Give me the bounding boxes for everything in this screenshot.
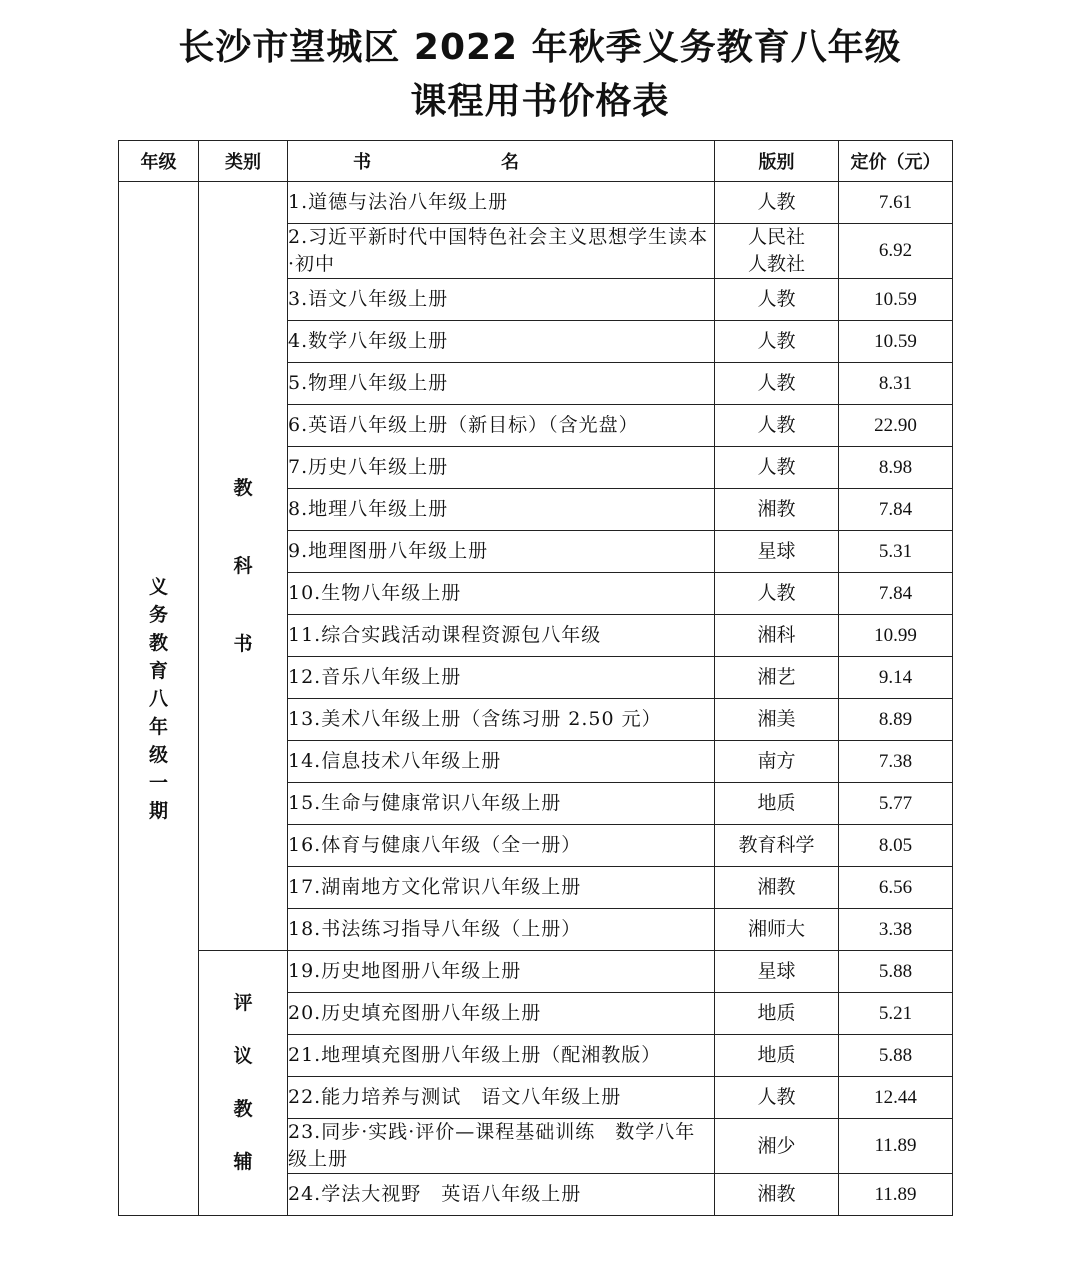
book-name-cell: 20.历史填充图册八年级上册 xyxy=(288,993,715,1035)
book-name-cell: 19.历史地图册八年级上册 xyxy=(288,951,715,993)
header-price: 定价（元） xyxy=(839,141,953,182)
edition-cell: 地质 xyxy=(715,1035,839,1077)
book-name-cell: 23.同步·实践·评价—课程基础训练 数学八年级上册 xyxy=(288,1119,715,1174)
price-cell: 5.88 xyxy=(839,951,953,993)
edition-cell: 湘师大 xyxy=(715,909,839,951)
edition-cell: 湘教 xyxy=(715,867,839,909)
grade-label: 义务教育八年级一期 xyxy=(148,575,168,822)
category-auxiliary-label: 评议教辅 xyxy=(233,992,253,1173)
price-cell: 5.77 xyxy=(839,783,953,825)
book-name-cell: 22.能力培养与测试 语文八年级上册 xyxy=(288,1077,715,1119)
edition-cell: 人教 xyxy=(715,447,839,489)
price-cell: 10.99 xyxy=(839,615,953,657)
edition-cell: 人教 xyxy=(715,321,839,363)
edition-cell: 湘美 xyxy=(715,699,839,741)
book-name-cell: 4.数学八年级上册 xyxy=(288,321,715,363)
table-row xyxy=(119,951,953,993)
category-auxiliary-cell xyxy=(199,951,288,1216)
price-cell: 7.84 xyxy=(839,573,953,615)
edition-cell: 湘艺 xyxy=(715,657,839,699)
book-name-cell: 17.湖南地方文化常识八年级上册 xyxy=(288,867,715,909)
edition-cell: 人教 xyxy=(715,182,839,224)
grade-cell xyxy=(119,182,199,1216)
table-row xyxy=(119,182,953,224)
book-name-cell: 5.物理八年级上册 xyxy=(288,363,715,405)
price-cell: 8.31 xyxy=(839,363,953,405)
edition-cell: 南方 xyxy=(715,741,839,783)
price-cell: 8.05 xyxy=(839,825,953,867)
price-cell: 3.38 xyxy=(839,909,953,951)
edition-cell: 人教 xyxy=(715,279,839,321)
price-cell: 12.44 xyxy=(839,1077,953,1119)
price-cell: 22.90 xyxy=(839,405,953,447)
book-name-cell: 21.地理填充图册八年级上册（配湘教版） xyxy=(288,1035,715,1077)
book-name-cell: 12.音乐八年级上册 xyxy=(288,657,715,699)
book-name-cell: 6.英语八年级上册（新目标）（含光盘） xyxy=(288,405,715,447)
page-subtitle: 课程用书价格表 xyxy=(410,81,670,122)
header-edition: 版别 xyxy=(715,141,839,182)
table-header-row xyxy=(119,141,953,182)
price-cell: 11.89 xyxy=(839,1174,953,1216)
edition-cell: 人教 xyxy=(715,1077,839,1119)
book-name-cell: 14.信息技术八年级上册 xyxy=(288,741,715,783)
book-name-cell: 7.历史八年级上册 xyxy=(288,447,715,489)
price-cell: 8.89 xyxy=(839,699,953,741)
book-name-cell: 1.道德与法治八年级上册 xyxy=(288,182,715,224)
price-cell: 5.21 xyxy=(839,993,953,1035)
book-name-cell: 3.语文八年级上册 xyxy=(288,279,715,321)
price-cell: 7.84 xyxy=(839,489,953,531)
price-cell: 6.92 xyxy=(839,224,953,279)
book-name-cell: 11.综合实践活动课程资源包八年级 xyxy=(288,615,715,657)
book-name-cell: 13.美术八年级上册（含练习册 2.50 元） xyxy=(288,699,715,741)
edition-cell: 地质 xyxy=(715,993,839,1035)
book-name-cell: 9.地理图册八年级上册 xyxy=(288,531,715,573)
edition-cell: 人民社 人教社 xyxy=(715,224,839,279)
price-cell: 11.89 xyxy=(839,1119,953,1174)
edition-cell: 湘科 xyxy=(715,615,839,657)
price-cell: 6.56 xyxy=(839,867,953,909)
book-name-cell: 10.生物八年级上册 xyxy=(288,573,715,615)
table-body xyxy=(119,182,953,1216)
edition-cell: 人教 xyxy=(715,363,839,405)
price-cell: 10.59 xyxy=(839,279,953,321)
header-book-name-label: 书名 xyxy=(353,152,649,173)
price-cell: 8.98 xyxy=(839,447,953,489)
edition-cell: 星球 xyxy=(715,531,839,573)
price-table xyxy=(118,140,953,1216)
price-cell: 7.61 xyxy=(839,182,953,224)
header-grade: 年级 xyxy=(119,141,199,182)
category-textbook-label: 教科书 xyxy=(233,477,253,655)
edition-cell: 教育科学 xyxy=(715,825,839,867)
edition-cell: 湘教 xyxy=(715,489,839,531)
edition-cell: 湘少 xyxy=(715,1119,839,1174)
price-cell: 9.14 xyxy=(839,657,953,699)
price-cell: 7.38 xyxy=(839,741,953,783)
book-name-cell: 15.生命与健康常识八年级上册 xyxy=(288,783,715,825)
book-name-cell: 24.学法大视野 英语八年级上册 xyxy=(288,1174,715,1216)
header-category: 类别 xyxy=(199,141,288,182)
edition-cell: 人教 xyxy=(715,405,839,447)
price-cell: 10.59 xyxy=(839,321,953,363)
book-name-cell: 16.体育与健康八年级（全一册） xyxy=(288,825,715,867)
header-book-name xyxy=(288,141,715,182)
book-name-cell: 2.习近平新时代中国特色社会主义思想学生读本·初中 xyxy=(288,224,715,279)
price-cell: 5.88 xyxy=(839,1035,953,1077)
edition-cell: 湘教 xyxy=(715,1174,839,1216)
category-textbook-cell xyxy=(199,182,288,951)
price-cell: 5.31 xyxy=(839,531,953,573)
book-name-cell: 8.地理八年级上册 xyxy=(288,489,715,531)
edition-cell: 星球 xyxy=(715,951,839,993)
book-name-cell: 18.书法练习指导八年级（上册） xyxy=(288,909,715,951)
edition-cell: 地质 xyxy=(715,783,839,825)
page-title: 长沙市望城区 2022 年秋季义务教育八年级 xyxy=(178,27,902,68)
edition-cell: 人教 xyxy=(715,573,839,615)
